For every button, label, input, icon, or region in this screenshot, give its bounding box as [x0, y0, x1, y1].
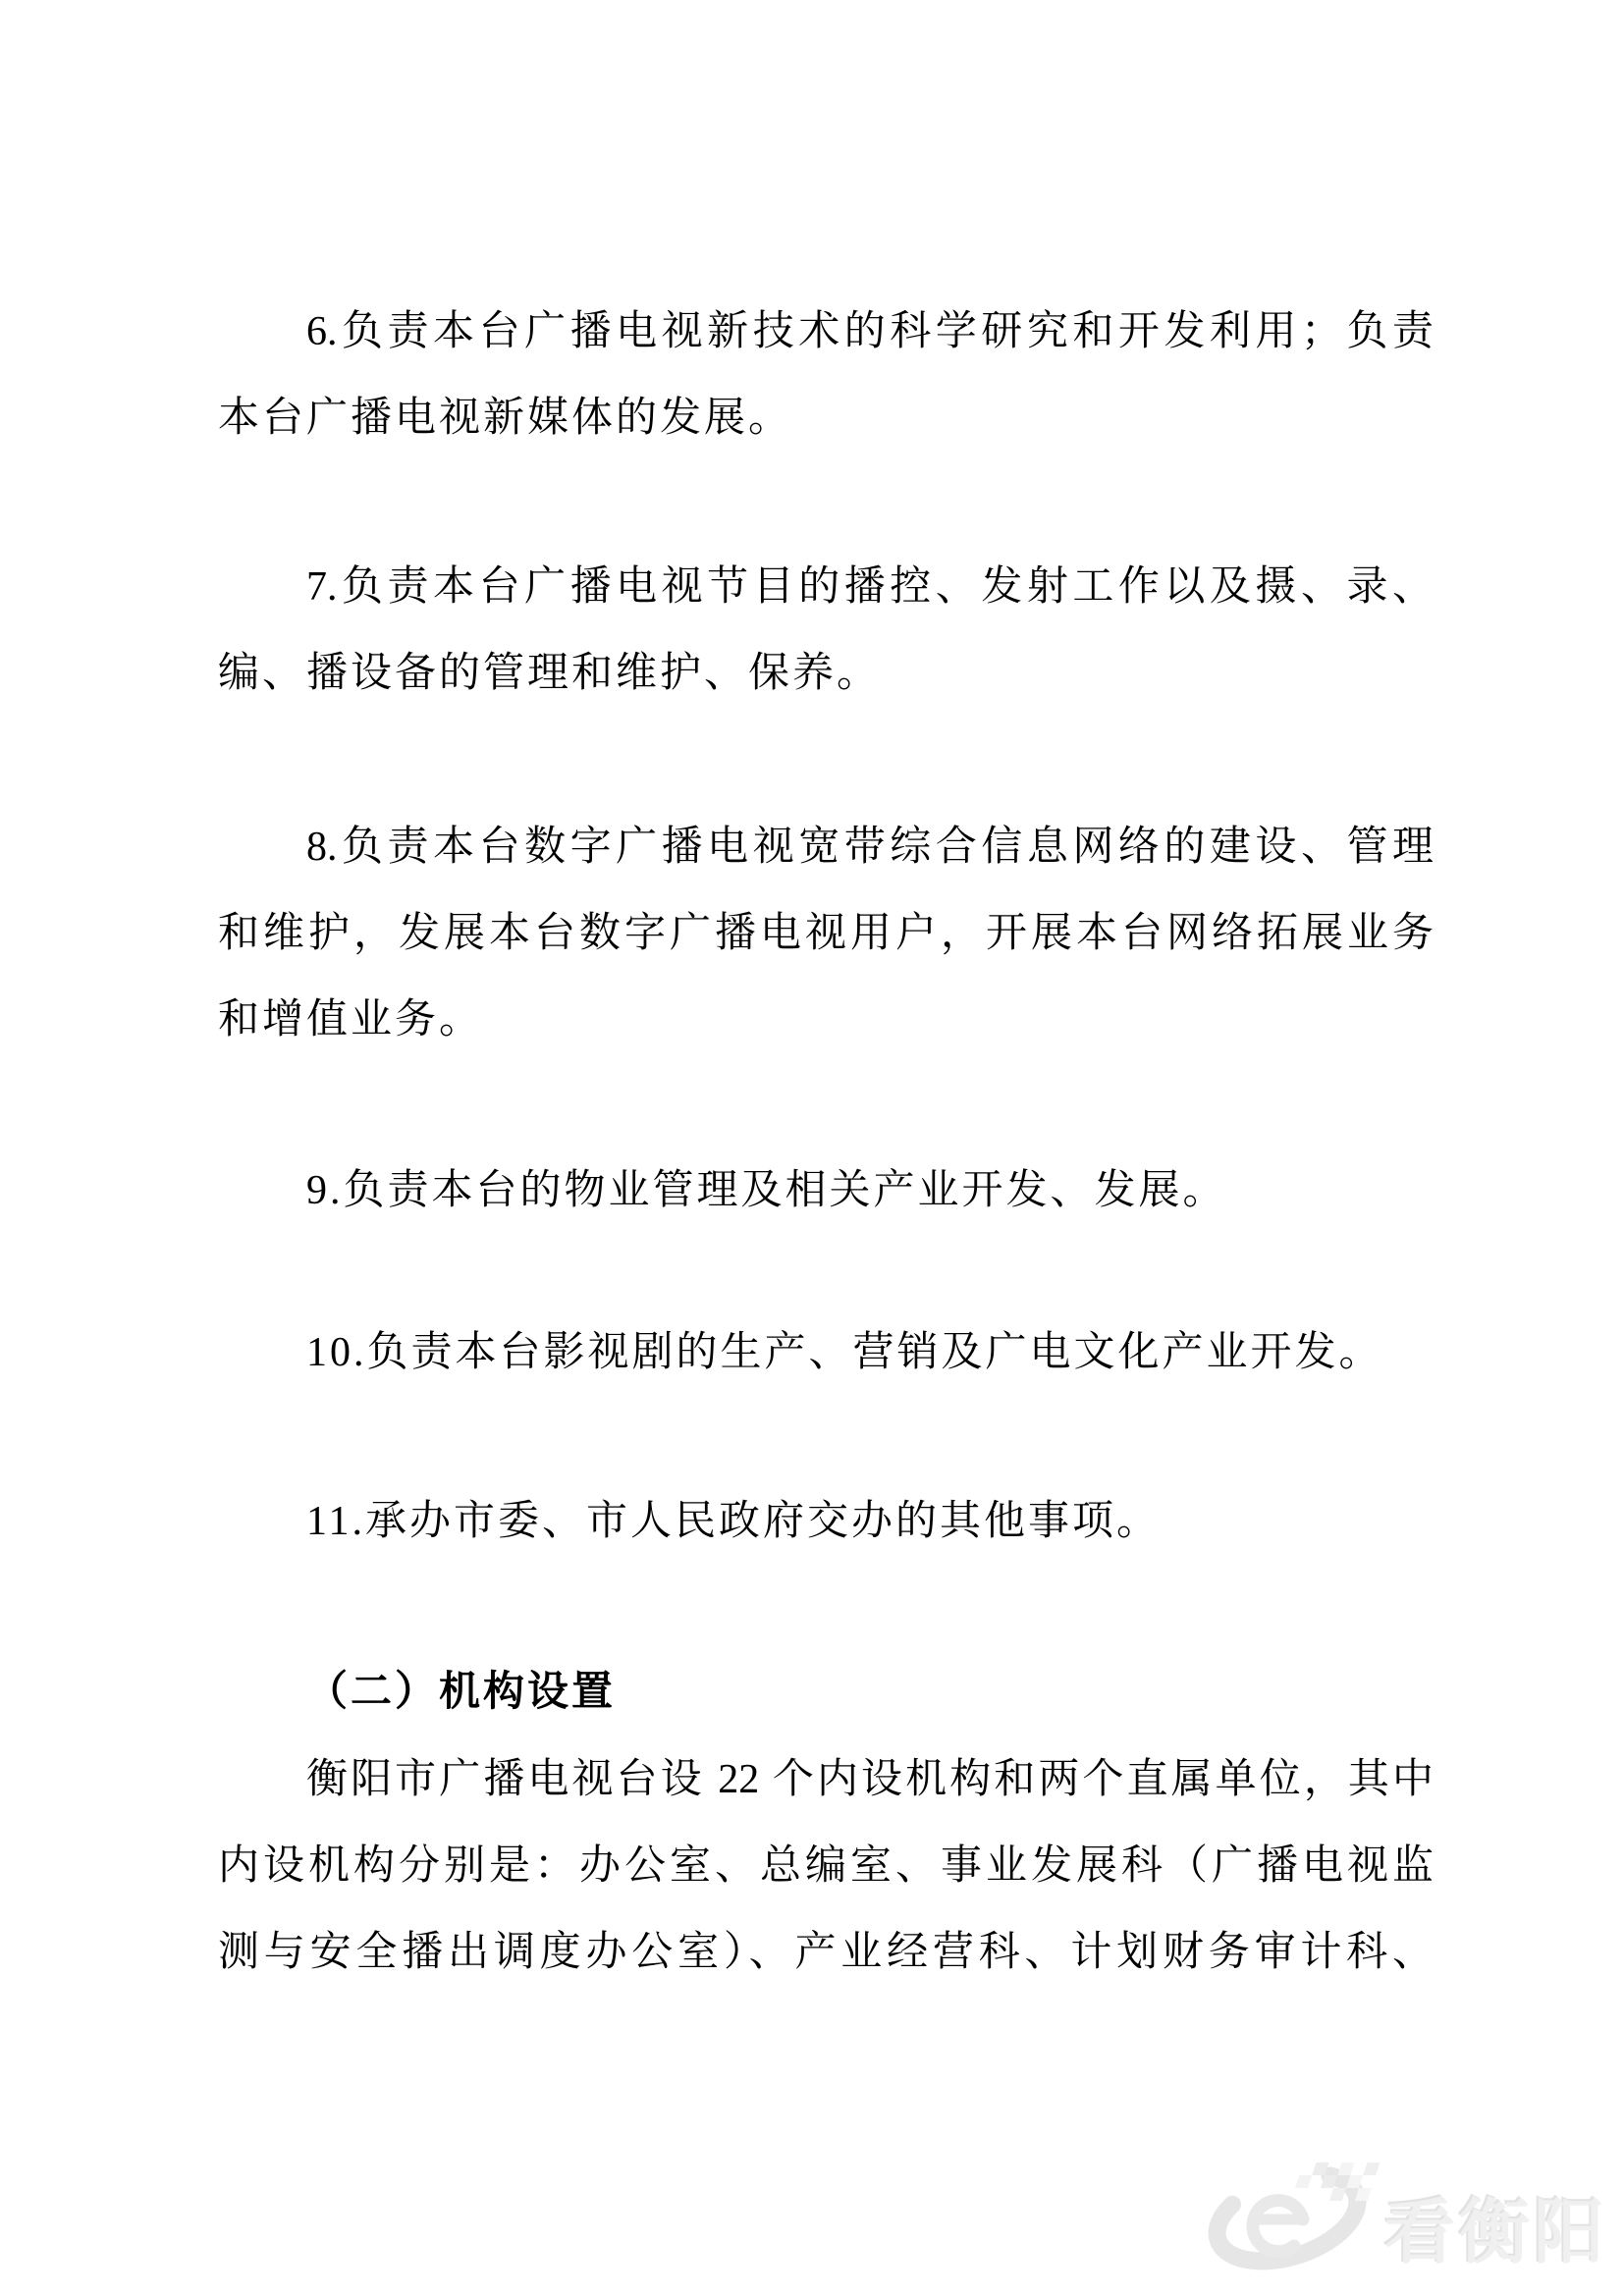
- item-12-line-2: 内设机构分别是：办公室、总编室、事业发展科（广播电视监: [218, 1843, 1434, 1889]
- item-6-line-2: 本台广播电视新媒体的发展。: [218, 396, 793, 441]
- item-8-line-3: 和增值业务。: [218, 997, 484, 1042]
- item-10-line-1: 10.负责本台影视剧的生产、营销及广电文化产业开发。: [306, 1330, 1383, 1375]
- item-11-line-1: 11.承办市委、市人民政府交办的其他事项。: [306, 1499, 1161, 1544]
- item-12-line-1: 衡阳市广播电视台设 22 个内设机构和两个直属单位，其中: [306, 1757, 1434, 1802]
- watermark-brand-text: 看衡阳: [1383, 2194, 1608, 2272]
- item-7-line-2: 编、播设备的管理和维护、保养。: [218, 651, 882, 696]
- item-8-line-2: 和维护，发展本台数字广播电视用户，开展本台网络拓展业务: [218, 911, 1434, 956]
- item-7-line-1: 7.负责本台广播电视节目的播控、发射工作以及摄、录、: [306, 564, 1434, 610]
- item-8-line-1: 8.负责本台数字广播电视宽带综合信息网络的建设、管理: [306, 825, 1434, 870]
- document-text-block: [218, 0, 1434, 2296]
- item-9-line-1: 9.负责本台的物业管理及相关产业开发、发展。: [306, 1168, 1227, 1213]
- item-6-line-1: 6.负责本台广播电视新技术的科学研究和开发利用；负责: [306, 309, 1434, 354]
- item-12-line-3: 测与安全播出调度办公室）、产业经营科、计划财务审计科、: [218, 1930, 1434, 1975]
- section-heading: （二）机构设置: [306, 1668, 617, 1714]
